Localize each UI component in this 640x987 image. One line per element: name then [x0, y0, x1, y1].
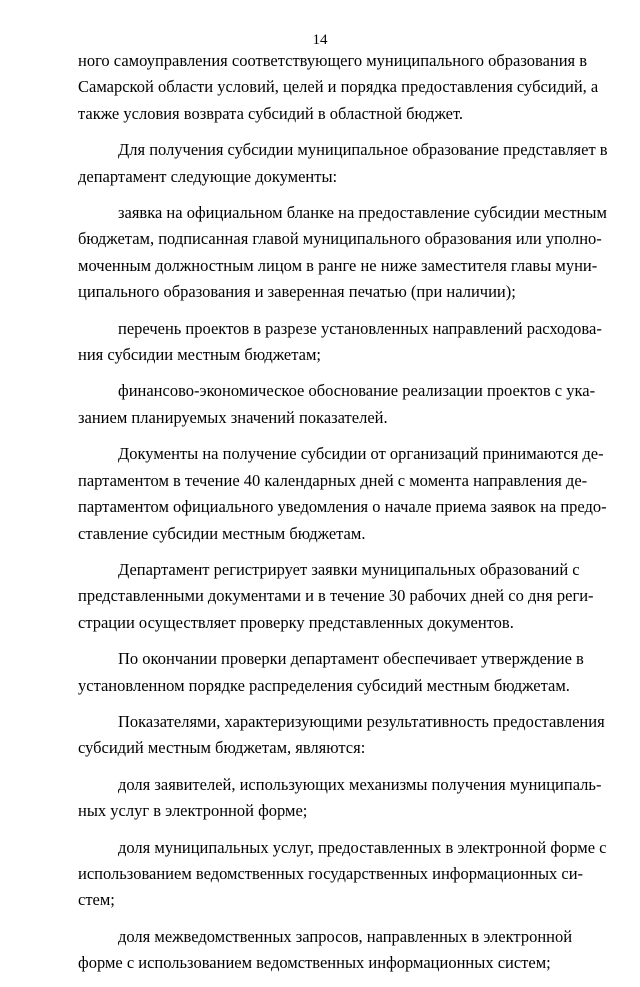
- paragraph: [78, 557, 594, 636]
- paragraph: [78, 772, 602, 825]
- text-line: ставление субсидии местным бюджетам.: [78, 523, 366, 543]
- text-line: использованием ведомственных государственных информационных си-: [78, 863, 584, 883]
- text-line: также условия возврата субсидий в областной бюджет.: [78, 103, 464, 123]
- text-line: доля межведомственных запросов, направленных в электронной: [118, 926, 573, 946]
- text-line: департамент следующие документы:: [78, 166, 338, 186]
- text-line: Документы на получение субсидии от организаций принимаются де-: [118, 444, 604, 464]
- text-line: перечень проектов в разрезе установленных направлений расходова-: [118, 318, 602, 338]
- paragraph: [78, 646, 584, 699]
- text-line: субсидий местным бюджетам, являются:: [78, 738, 366, 758]
- text-line: заявка на официальном бланке на предоставление субсидии местным: [118, 203, 607, 223]
- text-line: партаментом в течение 40 календарных дней с момента направления де-: [78, 470, 588, 490]
- text-line: Для получения субсидии муниципальное образование представляет в: [118, 140, 608, 160]
- text-line: ных услуг в электронной форме;: [78, 801, 308, 821]
- paragraph: [78, 709, 605, 762]
- text-line: представленными документами и в течение 30 рабочих дней со дня реги-: [78, 586, 594, 606]
- paragraph: [78, 924, 573, 977]
- text-line: форме с использованием ведомственных информационных систем;: [78, 953, 551, 973]
- body-text: [78, 48, 608, 987]
- text-line: финансово-экономическое обоснование реализации проектов с ука-: [118, 381, 596, 401]
- text-line: Департамент регистрирует заявки муниципальных образований с: [118, 559, 580, 579]
- paragraph: [78, 200, 607, 306]
- text-line: стем;: [78, 890, 115, 910]
- text-line: По окончании проверки департамент обеспечивает утверждение в: [118, 649, 584, 669]
- text-line: занием планируемых значений показателей.: [78, 407, 388, 427]
- text-line: бюджетам, подписанная главой муниципального образования или уполно-: [78, 229, 602, 249]
- paragraph: [78, 137, 608, 190]
- paragraph: [78, 378, 596, 431]
- paragraph: [78, 835, 607, 914]
- paragraph: [78, 316, 602, 369]
- paragraph: [78, 48, 599, 127]
- text-line: Показателями, характеризующими результативность предоставления: [118, 711, 605, 731]
- text-line: моченным должностным лицом в ранге не ниже заместителя главы муни-: [78, 255, 598, 275]
- text-line: доля заявителей, использующих механизмы получения муниципаль-: [118, 774, 602, 794]
- text-line: ного самоуправления соответствующего муниципального образования в: [78, 51, 588, 70]
- text-line: установленном порядке распределения субсидий местным бюджетам.: [78, 675, 570, 695]
- text-line: ния субсидии местным бюджетам;: [78, 345, 321, 365]
- text-line: Самарской области условий, целей и порядка предоставления субсидий, а: [78, 77, 599, 97]
- text-line: ципального образования и заверенная печатью (при наличии);: [78, 282, 516, 302]
- page-number: 14: [312, 32, 328, 48]
- text-line: страции осуществляет проверку представленных документов.: [78, 612, 514, 632]
- paragraph: [78, 441, 607, 547]
- text-line: доля муниципальных услуг, предоставленных в электронной форме с: [118, 837, 607, 857]
- text-line: партаментом официального уведомления о начале приема заявок на предо-: [78, 497, 607, 517]
